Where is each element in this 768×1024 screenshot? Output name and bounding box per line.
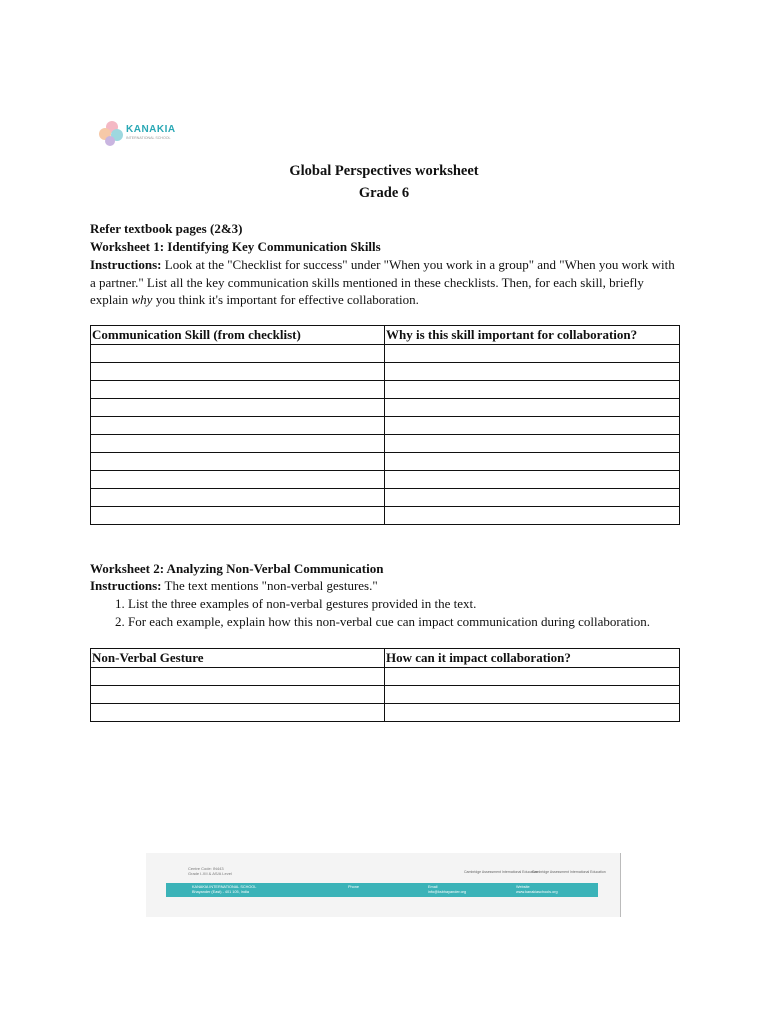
table-row [91, 489, 680, 507]
centre-code: Centre Code: IN443 [188, 866, 224, 871]
page-title: Global Perspectives worksheet [289, 163, 479, 179]
school-logo [92, 112, 188, 158]
answer-cell-right[interactable] [385, 417, 680, 435]
cambridge-badge-2: Cambridge Assessment International Education [532, 870, 606, 874]
grade-title: Grade 6 [358, 185, 410, 201]
logo-tagline: INTERNATIONAL SCHOOL [126, 136, 171, 140]
worksheet2-instructions [90, 578, 378, 594]
table-row [91, 363, 680, 381]
answer-cell-right[interactable] [385, 471, 680, 489]
answer-cell-right[interactable] [385, 668, 680, 686]
footer-email-label: Email [428, 885, 438, 889]
table-row [91, 668, 680, 686]
answer-cell-right[interactable] [385, 686, 680, 704]
footer-centre-info [188, 866, 232, 876]
footer-address: Bhayander (East) - 401 105, India [192, 890, 249, 894]
answer-cell-right[interactable] [385, 489, 680, 507]
answer-cell-right[interactable] [385, 704, 680, 722]
footer-divider [620, 853, 621, 917]
non-verbal-table [90, 648, 680, 722]
textbook-reference: Refer textbook pages (2&3) [90, 221, 243, 236]
answer-cell-left[interactable] [91, 489, 385, 507]
table-row [91, 345, 680, 363]
instructions-label: Instructions: [90, 578, 162, 593]
column-header-importance: Why is this skill important for collaboration? [385, 326, 680, 345]
footer-website: www.kanakiaschools.org [516, 890, 558, 894]
table-row [91, 507, 680, 525]
table-row [91, 435, 680, 453]
table-row [91, 453, 680, 471]
answer-cell-left[interactable] [91, 345, 385, 363]
column-header-gesture: Non-Verbal Gesture [91, 649, 385, 668]
answer-cell-right[interactable] [385, 453, 680, 471]
answer-cell-right[interactable] [385, 363, 680, 381]
instructions-text-1: Look at the "Checklist for success" under "When you work in a group" and "When you work with a partner." List all the key communication skills mentioned in these checklists. Then, for each skill, briefly explain [90, 257, 675, 307]
table-header-row [91, 649, 680, 668]
footer-school-name: KANAKIA INTERNATIONAL SCHOOL [192, 885, 257, 889]
instructions-text-2: you think it's important for effective collaboration. [152, 292, 419, 307]
list-item: 1. List the three examples of non-verbal gestures provided in the text. [128, 595, 688, 613]
table-row [91, 399, 680, 417]
instructions-emphasis: why [131, 292, 153, 307]
instructions-text: The text mentions "non-verbal gestures." [161, 578, 378, 593]
table-row [91, 381, 680, 399]
answer-cell-left[interactable] [91, 381, 385, 399]
answer-cell-right[interactable] [385, 381, 680, 399]
communication-skills-table [90, 325, 680, 525]
answer-cell-left[interactable] [91, 668, 385, 686]
list-item: 2. For each example, explain how this non-verbal cue can impact communication during collaboration. [128, 613, 688, 631]
answer-cell-left[interactable] [91, 686, 385, 704]
answer-cell-left[interactable] [91, 399, 385, 417]
grade-levels: Grade I-XII & AS/A Level [188, 871, 232, 876]
answer-cell-right[interactable] [385, 345, 680, 363]
footer-email: info@ksbhayander.org [428, 890, 467, 894]
answer-cell-left[interactable] [91, 507, 385, 525]
logo-brand: KANAKIA [126, 124, 176, 135]
table-row [91, 471, 680, 489]
answer-cell-right[interactable] [385, 507, 680, 525]
footer-contact-bar [166, 883, 598, 897]
cambridge-badge-1: Cambridge Assessment International Education [464, 870, 538, 874]
answer-cell-right[interactable] [385, 435, 680, 453]
answer-cell-left[interactable] [91, 471, 385, 489]
worksheet2-heading: Worksheet 2: Analyzing Non-Verbal Communication [90, 561, 384, 576]
table-row [91, 686, 680, 704]
answer-cell-left[interactable] [91, 453, 385, 471]
answer-cell-left[interactable] [91, 435, 385, 453]
worksheet1-instructions [90, 256, 678, 309]
table-row [91, 417, 680, 435]
answer-cell-right[interactable] [385, 399, 680, 417]
answer-cell-left[interactable] [91, 363, 385, 381]
logo-circles-icon [92, 112, 126, 156]
instruction-steps [90, 595, 688, 631]
instructions-label: Instructions: [90, 257, 162, 272]
table-header-row [91, 326, 680, 345]
footer-banner [146, 853, 620, 917]
column-header-skill: Communication Skill (from checklist) [91, 326, 385, 345]
worksheet1-heading: Worksheet 1: Identifying Key Communication Skills [90, 239, 381, 254]
footer-phone-label: Phone [348, 885, 359, 889]
table-row [91, 704, 680, 722]
column-header-impact: How can it impact collaboration? [385, 649, 680, 668]
footer-website-label: Website [516, 885, 530, 889]
answer-cell-left[interactable] [91, 704, 385, 722]
answer-cell-left[interactable] [91, 417, 385, 435]
